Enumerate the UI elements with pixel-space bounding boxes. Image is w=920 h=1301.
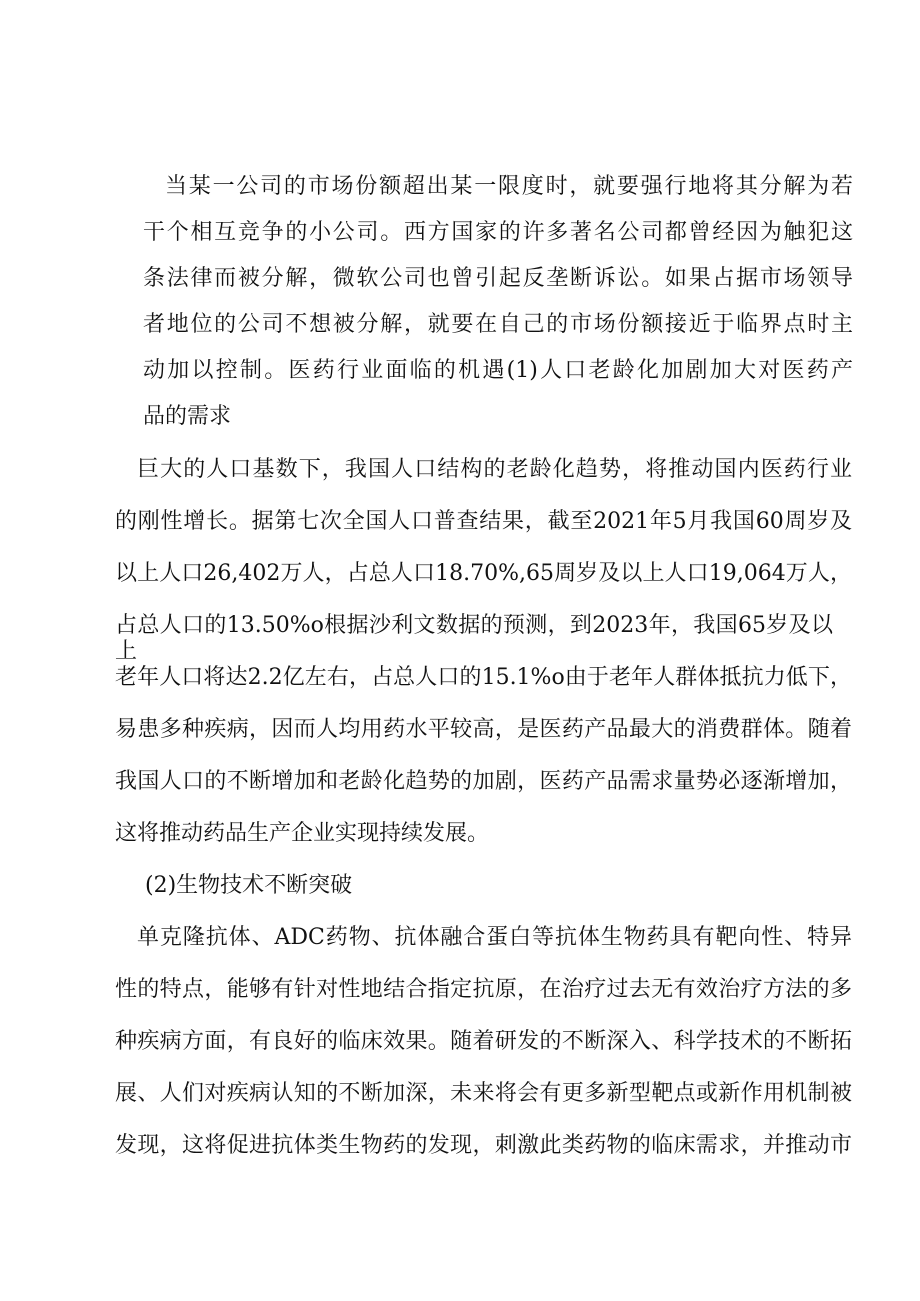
text-line: 单克隆抗体、ADC药物、抗体融合蛋白等抗体生物药具有靶向性、特异 bbox=[137, 925, 852, 950]
text-line: 性的特点，能够有针对性地结合指定抗原，在治疗过去无有效治疗方法的多 bbox=[115, 977, 852, 1002]
section-heading: (2)生物技术不断突破 bbox=[145, 873, 353, 898]
text-line: 展、人们对疾病认知的不断加深，未来将会有更多新型靶点或新作用机制被 bbox=[115, 1081, 852, 1106]
text-line: 占总人口的13.50%o根据沙利文数据的预测，到2023年，我国65岁及以上 bbox=[115, 613, 833, 664]
text-line: 动加以控制。医药行业面临的机遇(1)人口老龄化加剧加大对医药产 bbox=[143, 358, 853, 383]
text-line: 以上人口26,402万人，占总人口18.70%,65周岁及以上人口19,064万人， bbox=[115, 561, 852, 586]
text-line: 种疾病方面，有良好的临床效果。随着研发的不断深入、科学技术的不断拓 bbox=[115, 1029, 852, 1054]
text-line: 这将推动药品生产企业实现持续发展。 bbox=[115, 821, 490, 846]
text-line: 发现，这将促进抗体类生物药的发现，刺激此类药物的临床需求，并推动市 bbox=[115, 1133, 852, 1158]
text-line: 易患多种疾病，因而人均用药水平较高，是医药产品最大的消费群体。随着 bbox=[115, 717, 852, 742]
text-line: 者地位的公司不想被分解，就要在自己的市场份额接近于临界点时主 bbox=[143, 312, 853, 337]
text-line: 老年人口将达2.2亿左右，占总人口的15.1%o由于老年人群体抵抗力低下， bbox=[115, 665, 852, 690]
text-line: 干个相互竞争的小公司。西方国家的许多著名公司都曾经因为触犯这 bbox=[143, 220, 853, 245]
text-line: 条法律而被分解，微软公司也曾引起反垄断诉讼。如果占据市场领导 bbox=[143, 266, 853, 291]
text-line: 我国人口的不断增加和老龄化趋势的加剧，医药产品需求量势必逐渐增加， bbox=[115, 769, 852, 794]
text-line: 品的需求 bbox=[143, 404, 232, 429]
text-line: 的刚性增长。据第七次全国人口普查结果，截至2021年5月我国60周岁及 bbox=[115, 509, 852, 534]
text-line: 巨大的人口基数下，我国人口结构的老龄化趋势，将推动国内医药行业 bbox=[137, 457, 852, 482]
text-line: 当某一公司的市场份额超出某一限度时，就要强行地将其分解为若 bbox=[165, 174, 853, 199]
